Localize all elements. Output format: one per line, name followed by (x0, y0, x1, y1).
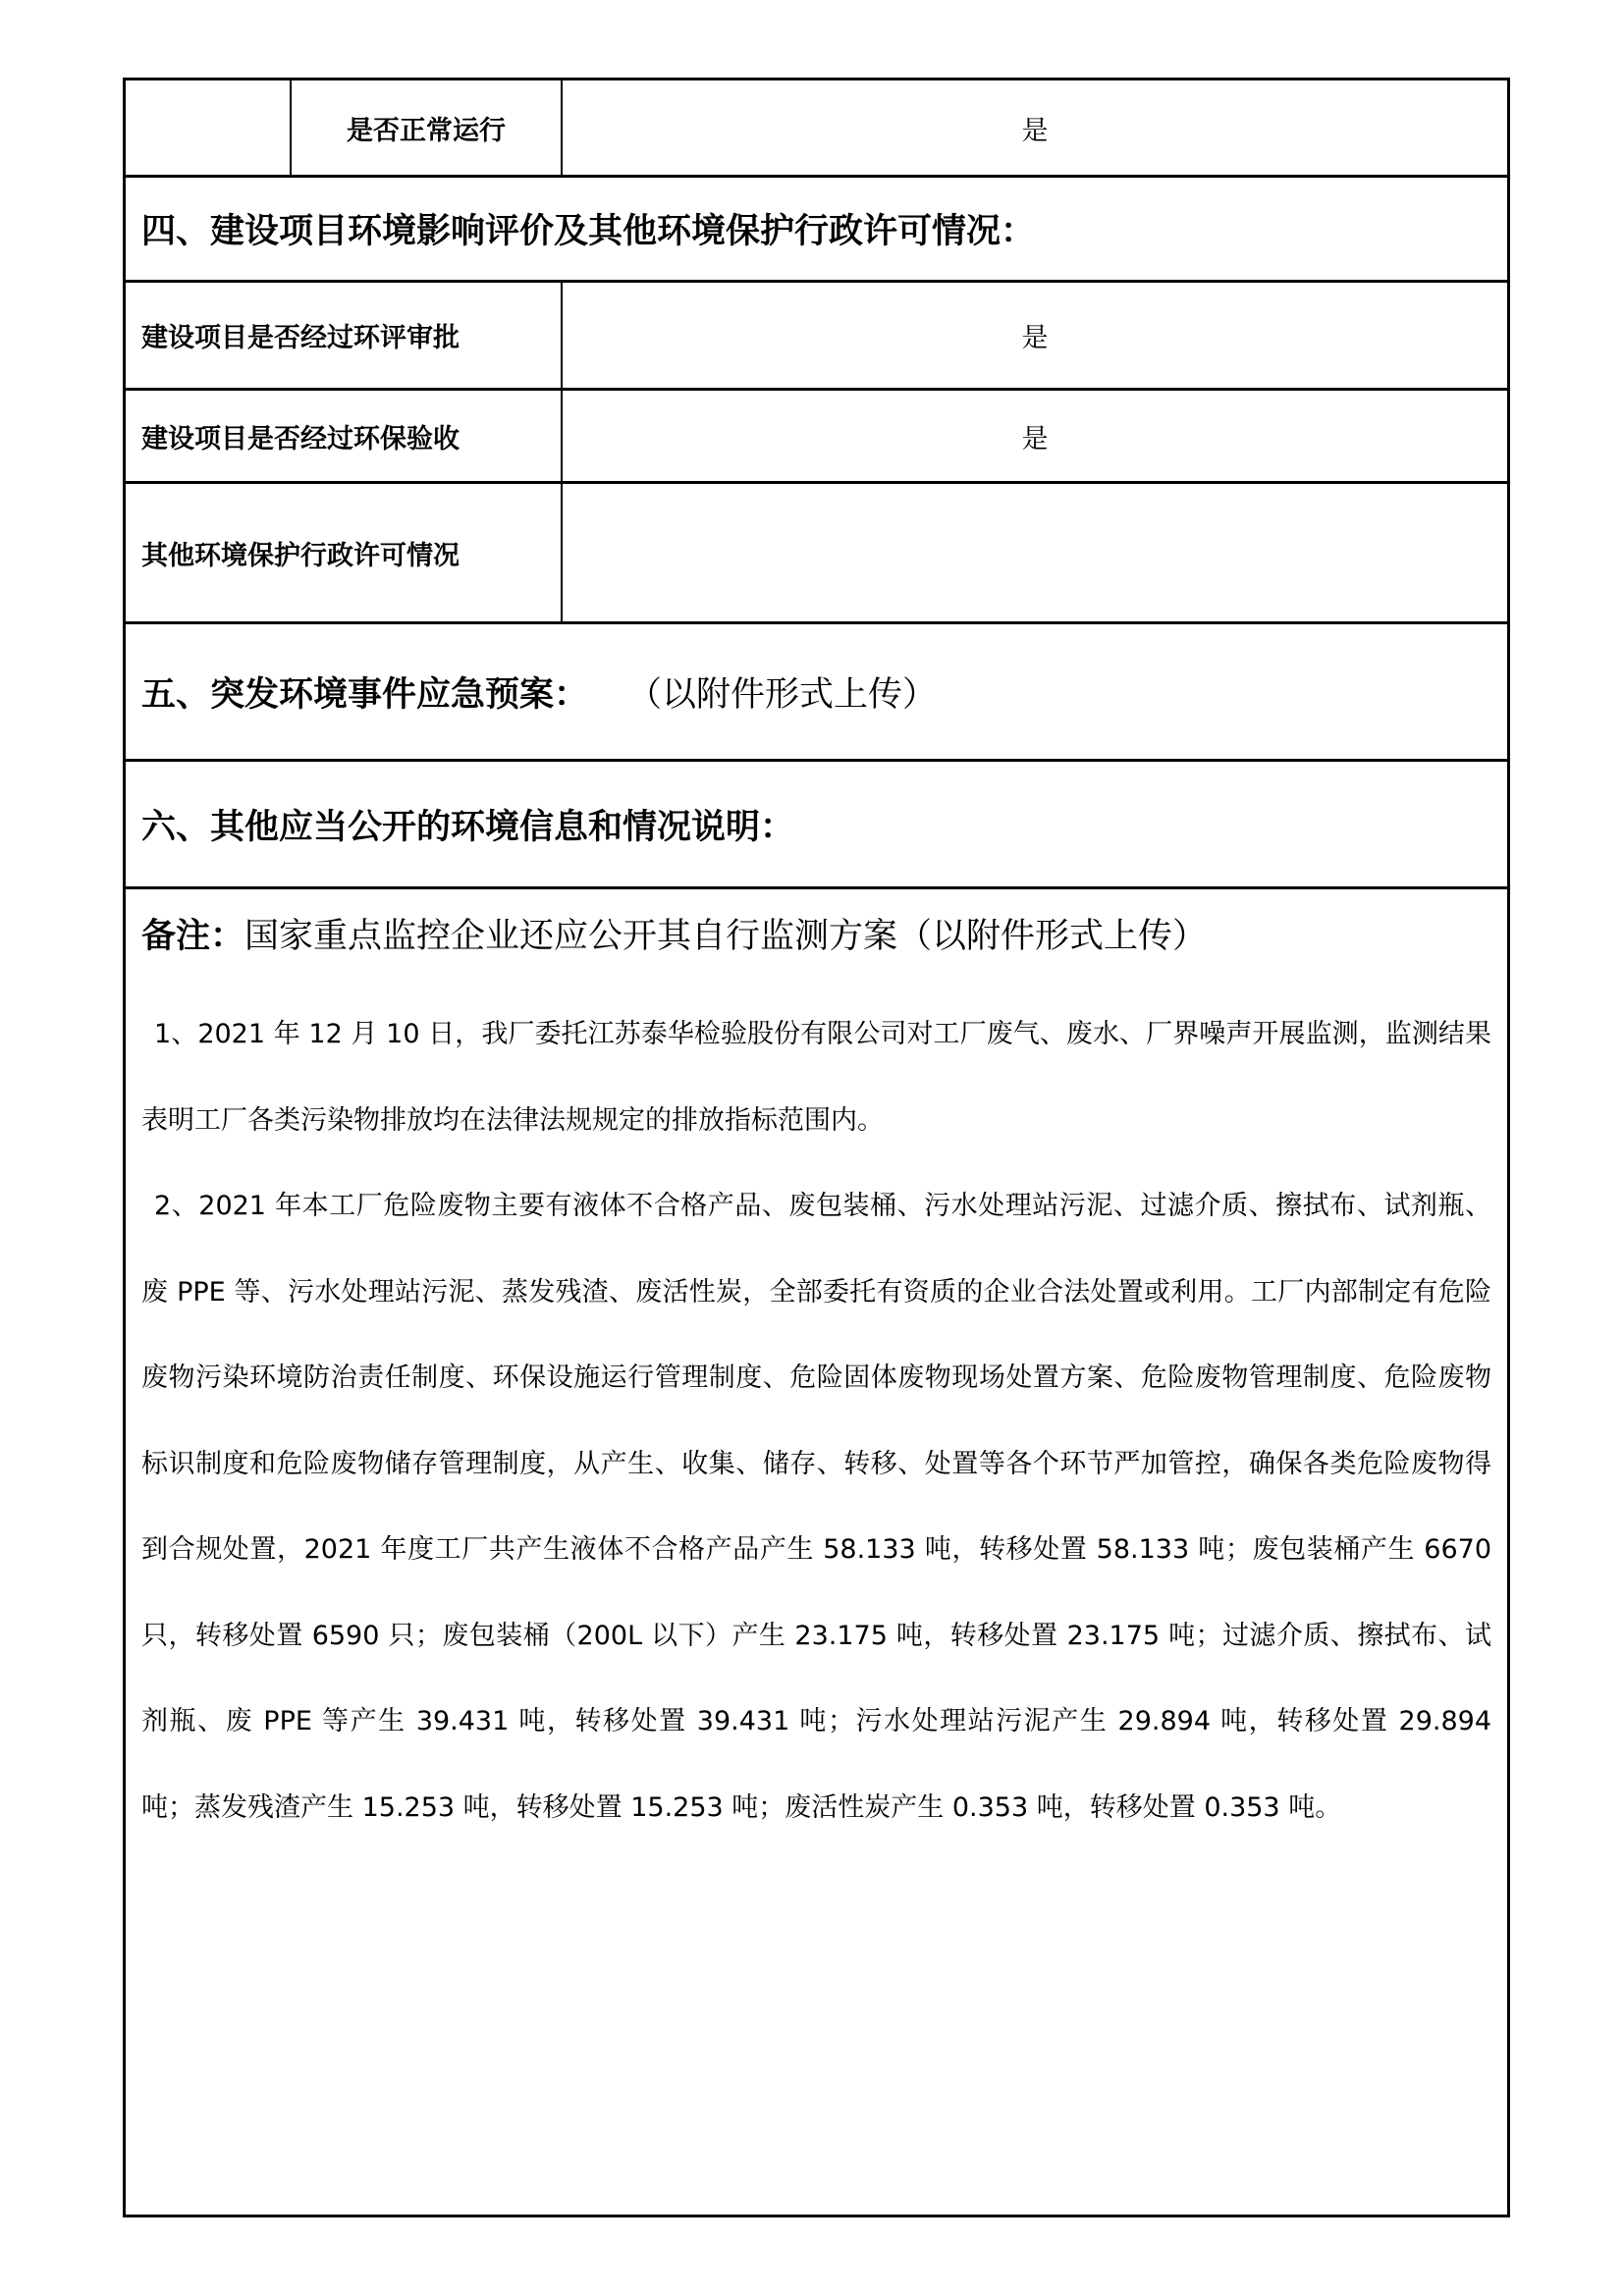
other-permits-value (563, 484, 1507, 621)
disclosure-table (123, 78, 1510, 2217)
section-4-row (126, 178, 1507, 283)
section-5-title (126, 624, 937, 759)
remark-row (126, 889, 1507, 2215)
other-permits-row (126, 484, 1507, 624)
section-6-title: 六、其他应当公开的环境信息和情况说明： (141, 807, 795, 847)
remark-heading (141, 909, 1491, 958)
remark-text: 国家重点监控企业还应公开其自行监测方案（以附件形式上传） (244, 917, 1208, 956)
other-permits-label: 其他环境保护行政许可情况 (126, 484, 563, 621)
env-acceptance-label: 建设项目是否经过环保验收 (126, 391, 563, 481)
section-5-attachment-note: （以附件形式上传） (627, 674, 938, 715)
eia-approval-value: 是 (1021, 323, 1049, 353)
section-4-title: 四、建设项目环境影响评价及其他环境保护行政许可情况： (141, 212, 1036, 251)
remark-paragraph-1: 1、2021 年 12 月 10 日，我厂委托江苏泰华检验股份有限公司对工厂废气、废水、厂界噪声开展监测，监测结果表明工厂各类污染物排放均在法律法规规定的排放指标范围内。 (141, 1019, 1491, 1136)
remark-label: 备注： (141, 917, 245, 956)
normal-operation-value: 是 (1021, 115, 1049, 146)
eia-approval-row (126, 283, 1507, 391)
empty-cell (126, 80, 292, 175)
section-5-row (126, 624, 1507, 762)
remark-paragraph-2: 2、2021 年本工厂危险废物主要有液体不合格产品、废包装桶、污水处理站污泥、过滤介质、擦拭布、试剂瓶、废 PPE 等、污水处理站污泥、蒸发残渣、废活性炭，全部委托有资质的企业合法处置或利用。工厂内部制定有危险废物污染环境防治责任制度、环保设施运行管理制度、危险固体废物现场处置方案、危险废物管理制度、危险废物标识制度和危险废物储存管理制度，从产生、收集、储存、转移、处置等各个环节严加管控，确保各类危险废物得到合规处置，2021 年度工厂共产生液体不合格产品产生 58.133 吨，转移处置 58.133 吨；废包装桶产生 6670 只，转移处置 6590 只；废包装桶（200L 以下）产生 23.175 吨，转移处置 23.175 吨；过滤介质、擦拭布、试剂瓶、废 PPE 等产生 39.431 吨，转移处置 39.431 吨；污水处理站污泥产生 29.894 吨，转移处置 29.894 吨；蒸发残渣产生 15.253 吨，转移处置 15.253 吨；废活性炭产生 0.353 吨，转移处置 0.353 吨。 (141, 1191, 1491, 1823)
env-acceptance-value: 是 (1021, 423, 1049, 454)
row-normal-operation (126, 80, 1507, 178)
remark-block (126, 889, 1507, 1850)
section-6-row (126, 762, 1507, 889)
section-5-title-text: 五、突发环境事件应急预案： (141, 674, 589, 715)
eia-approval-label: 建设项目是否经过环评审批 (126, 283, 563, 388)
env-acceptance-row (126, 391, 1507, 484)
normal-operation-label: 是否正常运行 (292, 80, 563, 175)
